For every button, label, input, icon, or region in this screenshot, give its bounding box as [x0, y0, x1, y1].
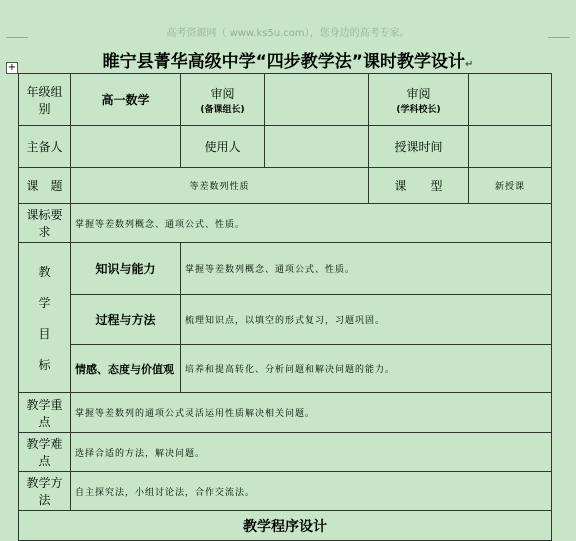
goal-label-attitude: 情感、态度与价值观	[71, 345, 181, 393]
table-row	[19, 204, 552, 243]
standard-label: 课标要求	[19, 204, 71, 243]
class-time-value[interactable]	[469, 126, 552, 168]
user-value[interactable]	[265, 126, 369, 168]
goal-label-process: 过程与方法	[71, 295, 181, 345]
review1-label: 审阅	[210, 86, 235, 101]
review2-role: (学科校长)	[396, 104, 441, 115]
table-row	[19, 345, 552, 393]
table-row	[19, 126, 552, 168]
table-row	[19, 243, 552, 295]
grade-value[interactable]: 高一数学	[71, 74, 181, 126]
procedure-title: 教学程序设计	[19, 511, 552, 541]
lesson-type-value[interactable]: 新授课	[469, 168, 552, 204]
lesson-type-label: 课 型	[369, 168, 469, 204]
method-value[interactable]: 自主探究法，小组讨论法，合作交流法。	[71, 472, 552, 511]
review1-value[interactable]	[265, 74, 369, 126]
goal-label-knowledge: 知识与能力	[71, 243, 181, 295]
header-watermark: 高考资源网（ www.ks5u.com），您身边的高考专家。	[166, 28, 410, 39]
difficulty-label: 教学难点	[19, 433, 71, 472]
preparer-value[interactable]	[71, 126, 181, 168]
grade-label: 年级组别	[19, 74, 71, 126]
user-label: 使用人	[181, 126, 265, 168]
difficulty-value[interactable]: 选择合适的方法，解决问题。	[71, 433, 552, 472]
preparer-label: 主备人	[19, 126, 71, 168]
table-row	[19, 433, 552, 472]
lesson-plan-table	[18, 73, 552, 541]
standard-value[interactable]: 掌握等差数列概念、通项公式、性质。	[71, 204, 552, 243]
key-label: 教学重点	[19, 393, 71, 433]
page-title: 睢宁县菁华高级中学“四步教学法”课时教学设计↵	[102, 52, 474, 72]
topic-value[interactable]: 等差数列性质	[71, 168, 369, 204]
table-row	[19, 295, 552, 345]
key-value[interactable]: 掌握等差数列的通项公式灵活运用性质解决相关问题。	[71, 393, 552, 433]
review1-role: (备课组长)	[200, 104, 245, 115]
class-time-label: 授课时间	[369, 126, 469, 168]
goal-value-process[interactable]: 梳理知识点，以填空的形式复习，习题巩固。	[181, 295, 552, 345]
goals-label: 教 学 目 标	[19, 243, 71, 393]
review2-value[interactable]	[469, 74, 552, 126]
table-move-handle-icon[interactable]: +	[7, 62, 17, 73]
topic-label: 课 题	[19, 168, 71, 204]
table-row	[19, 74, 552, 126]
review1-cell	[181, 74, 265, 126]
review2-label: 审阅	[406, 86, 431, 101]
table-row	[19, 472, 552, 511]
review2-cell	[369, 74, 469, 126]
table-row	[19, 168, 552, 204]
table-row	[19, 511, 552, 541]
table-row	[19, 393, 552, 433]
goal-value-attitude[interactable]: 培养和提高转化、分析问题和解决问题的能力。	[181, 345, 552, 393]
goal-value-knowledge[interactable]: 掌握等差数列概念、通项公式、性质。	[181, 243, 552, 295]
header-rule-left	[6, 37, 28, 38]
method-label: 教学方法	[19, 472, 71, 511]
header-rule-right	[548, 37, 570, 38]
